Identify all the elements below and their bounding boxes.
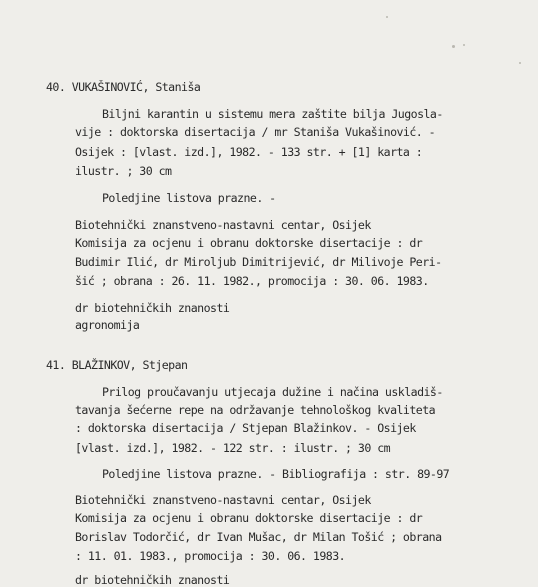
entry-number: 40.: [46, 80, 66, 94]
entry-author: BLAŽINKOV, Stjepan: [71, 358, 188, 372]
title-line: ilustr. ; 30 cm: [75, 164, 172, 178]
degree-line: dr biotehničkih znanosti: [75, 301, 230, 315]
institution-line: Komisija za ocjenu i obranu doktorske disertacije : dr: [75, 236, 423, 250]
entry-author: VUKAŠINOVIĆ, Staniša: [71, 80, 201, 94]
institution-line: Budimir Ilić, dr Miroljub Dimitrijević, dr Milivoje Peri-: [75, 255, 442, 269]
scan-speck: [519, 62, 521, 64]
institution-line: Komisija za ocjenu i obranu doktorske disertacije : dr: [75, 511, 423, 525]
title-line: [vlast. izd.], 1982. - 122 str. : ilustr. ; 30 cm: [75, 441, 391, 455]
institution-line: Biotehnički znanstveno-nastavni centar, Osijek: [75, 493, 371, 507]
entry-heading: [46, 80, 200, 94]
entry-note: Poledjine listova prazne. - Bibliografija : str. 89-97: [102, 467, 450, 481]
entry-note: Poledjine listova prazne. -: [102, 191, 276, 205]
scan-speck: [463, 44, 465, 46]
institution-line: Biotehnički znanstveno-nastavni centar, Osijek: [75, 218, 371, 232]
title-line: : doktorska disertacija / Stjepan Blažinkov. - Osijek: [75, 421, 416, 435]
degree-line: dr biotehničkih znanosti: [75, 573, 230, 587]
degree-line: agronomija: [75, 318, 140, 332]
title-line: Biljni karantin u sistemu mera zaštite bilja Jugosla-: [102, 107, 443, 121]
title-line: Prilog proučavanju utjecaja dužine i načina uskladiš-: [102, 385, 443, 399]
scan-speck: [386, 16, 388, 18]
institution-line: : 11. 01. 1983., promocija : 30. 06. 1983.: [75, 549, 346, 563]
title-line: Osijek : [vlast. izd.], 1982. - 133 str. + [1] karta :: [75, 145, 423, 159]
institution-line: šić ; obrana : 26. 11. 1982., promocija : 30. 06. 1983.: [75, 274, 429, 288]
entry-number: 41.: [46, 358, 66, 372]
title-line: tavanja šećerne repe na održavanje tehnološkog kvaliteta: [75, 403, 436, 417]
entry-heading: [46, 358, 187, 372]
scan-speck: [452, 45, 455, 48]
institution-line: Borislav Todorčić, dr Ivan Mušac, dr Milan Tošić ; obrana: [75, 530, 442, 544]
title-line: vije : doktorska disertacija / mr Staniša Vukašinović. -: [75, 125, 436, 139]
